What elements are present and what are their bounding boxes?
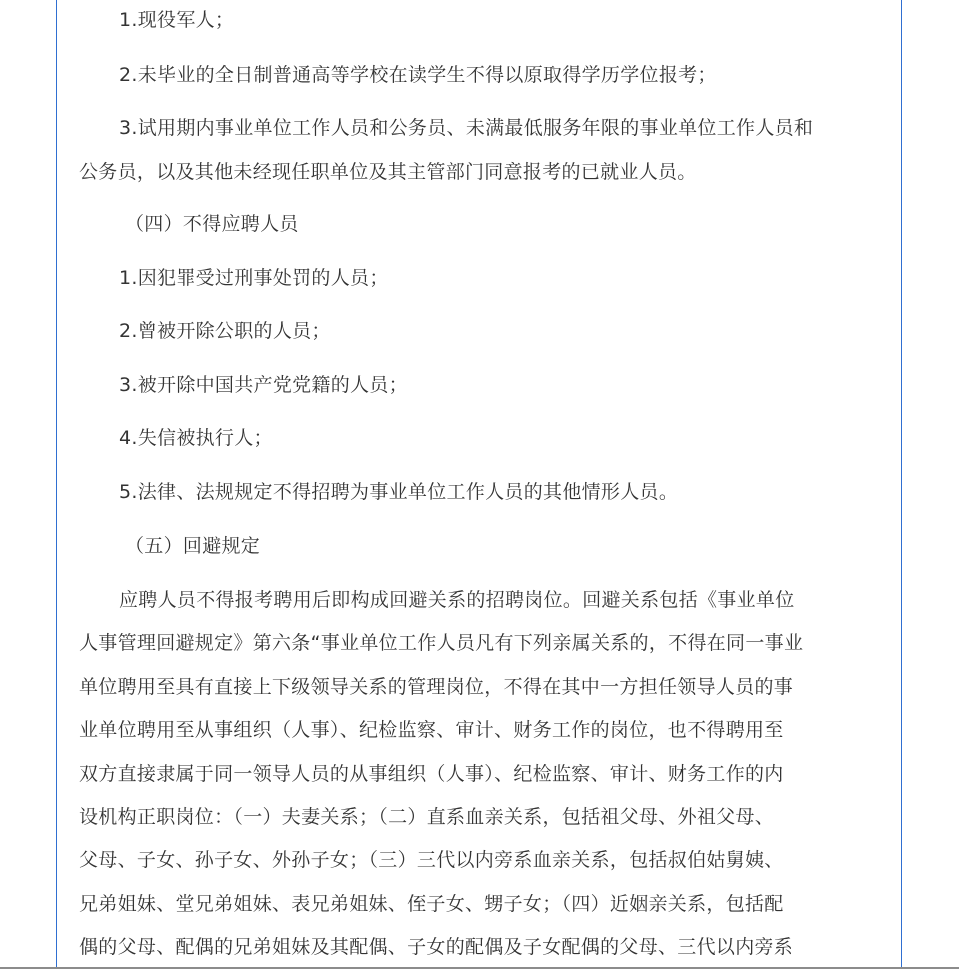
section-heading: （四）不得应聘人员 bbox=[125, 213, 299, 235]
list-item: 4.失信被执行人； bbox=[119, 427, 273, 449]
list-item: 1.现役军人； bbox=[119, 9, 235, 31]
paragraph-line: 应聘人员不得报考聘用后即构成回避关系的招聘岗位。回避关系包括《事业单位 bbox=[119, 589, 795, 611]
section-heading: （五）回避规定 bbox=[125, 535, 261, 557]
list-item: 3.被开除中国共产党党籍的人员； bbox=[119, 374, 408, 396]
list-item: 2.未毕业的全日制普通高等学校在读学生不得以原取得学历学位报考； bbox=[119, 64, 717, 86]
paragraph-line: 人事管理回避规定》第六条“事业单位工作人员凡有下列亲属关系的，不得在同一事业 bbox=[79, 632, 804, 654]
list-item: 3.试用期内事业单位工作人员和公务员、未满最低服务年限的事业单位工作人员和 bbox=[119, 117, 814, 139]
paragraph-line: 单位聘用至具有直接上下级领导关系的管理岗位，不得在其中一方担任领导人员的事 bbox=[79, 676, 794, 698]
paragraph-line: 业单位聘用至从事组织（人事）、纪检监察、审计、财务工作的岗位，也不得聘用至 bbox=[79, 719, 784, 741]
list-item: 1.因犯罪受过刑事处罚的人员； bbox=[119, 267, 389, 289]
list-item: 2.曾被开除公职的人员； bbox=[119, 320, 331, 342]
paragraph-line: 双方直接隶属于同一领导人员的从事组织（人事）、纪检监察、审计、财务工作的内 bbox=[79, 763, 784, 785]
paragraph-line: 偶的父母、配偶的兄弟姐妹及其配偶、子女的配偶及子女配偶的父母、三代以内旁系 bbox=[79, 936, 794, 958]
list-item-continuation: 公务员，以及其他未经现任职单位及其主管部门同意报考的已就业人员。 bbox=[79, 161, 697, 183]
list-item: 5.法律、法规规定不得招聘为事业单位工作人员的其他情形人员。 bbox=[119, 481, 679, 503]
paragraph-line: 父母、子女、孙子女、外孙子女；（三）三代以内旁系血亲关系，包括叔伯姑舅姨、 bbox=[79, 849, 784, 871]
paragraph-line: 设机构正职岗位：（一）夫妻关系；（二）直系血亲关系，包括祖父母、外祖父母、 bbox=[79, 806, 775, 828]
paragraph-line: 兄弟姐妹、堂兄弟姐妹、表兄弟姐妹、侄子女、甥子女；（四）近姻亲关系，包括配 bbox=[79, 893, 784, 915]
